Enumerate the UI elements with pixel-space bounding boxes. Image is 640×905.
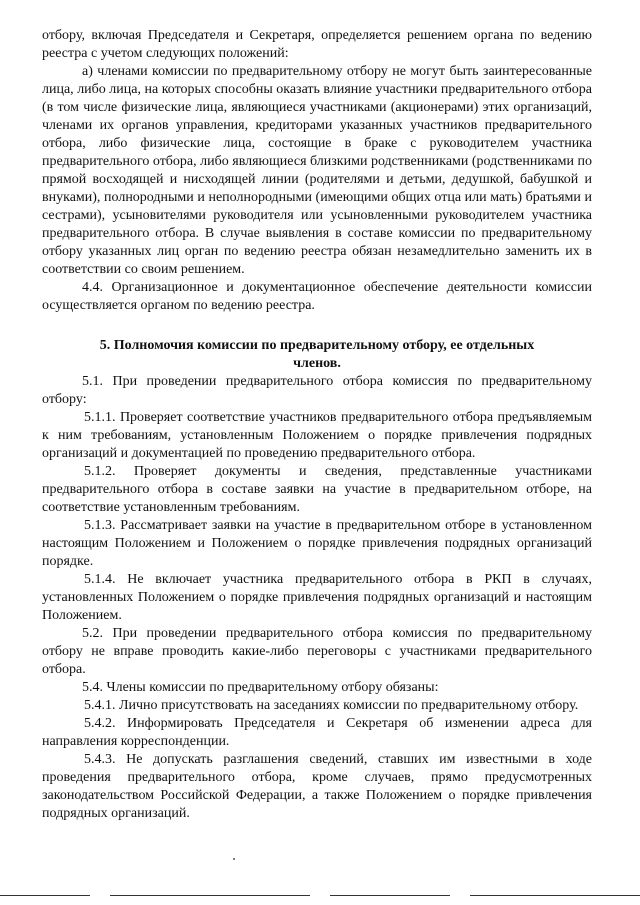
scan-edge-line [0, 895, 640, 897]
paragraph-5-2: 5.2. При проведении предварительного отбора комиссия по предварительному отбору не вправе проводить какие-либо переговоры с участниками предварительного отбора. [42, 626, 592, 677]
paragraph-5-4: 5.4. Члены комиссии по предварительному отбору обязаны: [82, 680, 439, 695]
paragraph-5-4-1: 5.4.1. Лично присутствовать на заседаниях комиссии по предварительному отбору. [84, 698, 579, 713]
paragraph-5-1-4: 5.1.4. Не включает участника предварительного отбора в РКП в случаях, установленных Положением о порядке привлечения подрядных организаций и настоящим Положением. [42, 572, 592, 623]
scan-edge-segment [330, 895, 450, 896]
section-heading: 5. Полномочия комиссии по предварительному отбору, ее отдельных членов. [99, 338, 535, 371]
paragraph-5-4-2: 5.4.2. Информировать Председателя и Секретаря об изменении адреса для направления корреспонденции. [42, 716, 592, 749]
scan-edge-segment [110, 895, 310, 896]
paragraph-5-1-1: 5.1.1. Проверяет соответствие участников предварительного отбора предъявляемым к ним требованиям, установленным Положением о порядке привлечения подрядных организаций и документацией по проведению предварительного отбора. [42, 410, 592, 461]
scan-edge-segment [470, 895, 640, 896]
paragraph-5-1: 5.1. При проведении предварительного отбора комиссия по предварительному отбору: [42, 374, 592, 407]
paragraph-5-1-3: 5.1.3. Рассматривает заявки на участие в предварительном отборе в установленном настоящим Положением и Положением о порядке привлечения подрядных организаций порядке. [42, 518, 592, 569]
paragraph-item-a: а) членами комиссии по предварительному отбору не могут быть заинтересованные лица, либо лица, на которых способны оказать влияние участники предварительного отбора (в том числе физические лица, являющиеся участниками (акционерами) этих организаций, членами их органов управления, кредиторами указанных участников предварительного отбора, либо физические лица, состоящие в браке с руководителем участника предварительного отбора, либо являющиеся близкими родственниками (родственниками по прямой восходящей и нисходящей линии (родителями и детьми, дедушкой, бабушкой и внуками), полнородными и неполнородными (имеющими общих отца или мать) братьями и сестрами), усыновителями руководителя или усыновленными руководителем участника предварительного отбора. В случае выявления в составе комиссии по предварительному отбору указанных лиц орган по ведению реестра обязан незамедлительно заменить их в соответствии со своим решением. [42, 64, 592, 277]
paragraph-4-4: 4.4. Организационное и документационное обеспечение деятельности комиссии осуществляется органом по ведению реестра. [42, 280, 592, 313]
paragraph-continuation: отбору, включая Председателя и Секретаря, определяется решением органа по ведению реестра с учетом следующих положений: [42, 28, 592, 61]
document-body [42, 27, 592, 823]
scan-edge-segment [0, 895, 90, 896]
paragraph-5-1-2: 5.1.2. Проверяет документы и сведения, представленные участниками предварительного отбора в составе заявки на участие в предварительном отборе, на соответствие установленным требованиям. [42, 464, 592, 515]
scan-speck [233, 858, 235, 860]
paragraph-5-4-3: 5.4.3. Не допускать разглашения сведений, ставших им известными в ходе проведения предварительного отбора, кроме случаев, прямо предусмотренных законодательством Российской Федерации, а также Положением о порядке привлечения подрядных организаций. [42, 752, 592, 821]
